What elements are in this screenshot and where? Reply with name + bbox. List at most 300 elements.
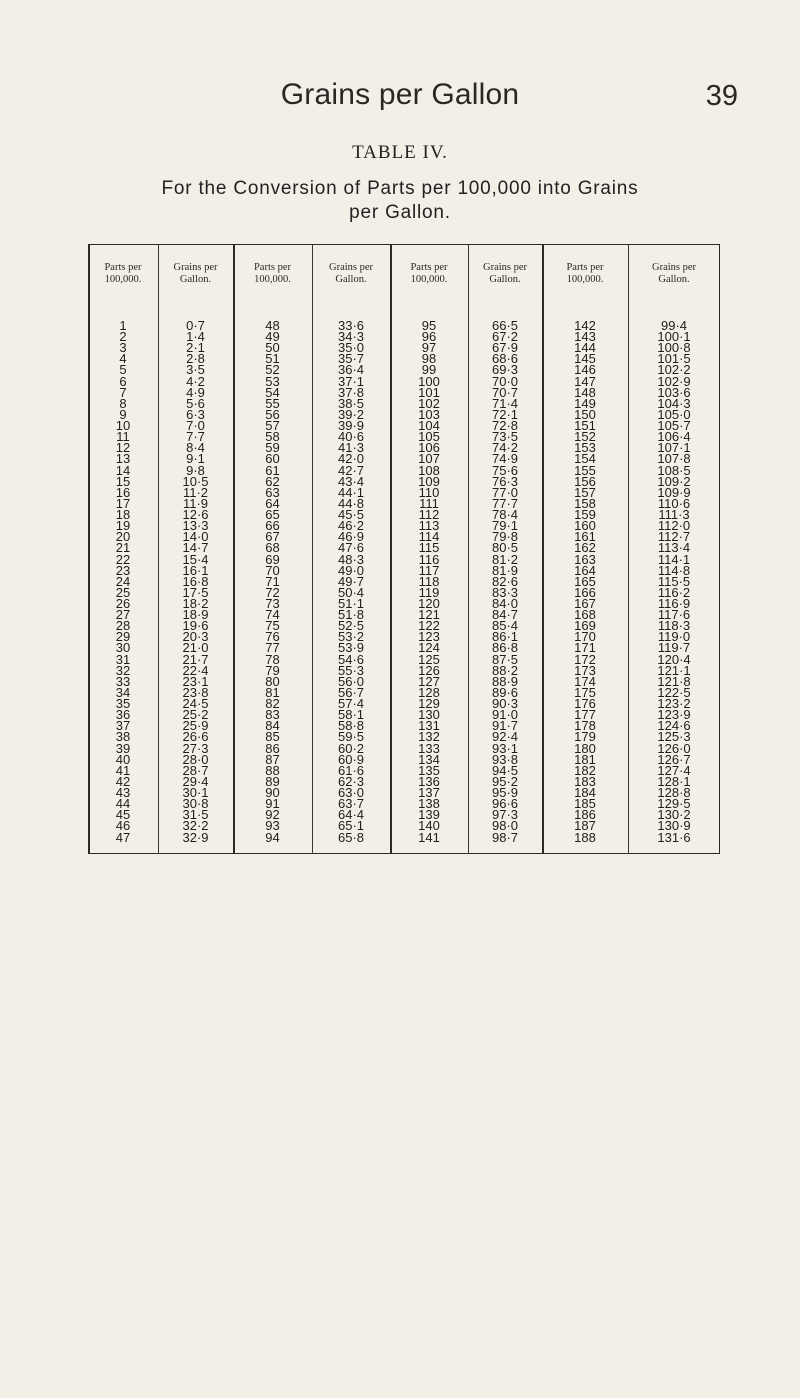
table-cell: 166 bbox=[574, 584, 596, 600]
table-cell: 77·7 bbox=[491, 495, 519, 511]
table-cell: 122·5 bbox=[657, 684, 691, 700]
table-cell: 183 bbox=[574, 773, 596, 789]
column-header-line: Parts per bbox=[253, 262, 292, 273]
table-cell: 47 bbox=[115, 829, 131, 845]
table-cell: 138 bbox=[418, 796, 440, 812]
table-cell: 178 bbox=[574, 718, 596, 734]
table-cell: 180 bbox=[574, 740, 596, 756]
table-cell: 4·9 bbox=[186, 384, 205, 400]
table-cell: 43 bbox=[115, 785, 131, 801]
table-cell: 21·0 bbox=[182, 640, 209, 656]
table-cell: 17·5 bbox=[182, 584, 209, 600]
table-cell: 18·2 bbox=[182, 596, 209, 611]
table-cell: 72·1 bbox=[491, 406, 519, 422]
table-cell: 115·5 bbox=[657, 573, 691, 589]
table-cell: 59·5 bbox=[337, 729, 365, 745]
table-cell: 77 bbox=[265, 640, 280, 656]
table-cell: 134 bbox=[418, 751, 440, 767]
table-cell: 40·6 bbox=[337, 429, 365, 445]
table-cell: 4·2 bbox=[186, 373, 205, 389]
table-cell: 100·1 bbox=[657, 329, 691, 345]
table-cell: 129 bbox=[418, 696, 440, 712]
table-cell: 48 bbox=[265, 318, 280, 333]
table-cell: 116·9 bbox=[657, 596, 691, 611]
table-cell: 187 bbox=[574, 818, 596, 834]
table-cell: 32 bbox=[115, 662, 131, 678]
table-cell: 81·2 bbox=[491, 551, 519, 567]
table-cell: 63·7 bbox=[337, 796, 365, 812]
table-cell: 99·4 bbox=[660, 318, 688, 333]
table-cell: 103·6 bbox=[657, 384, 691, 400]
table-cell: 71·4 bbox=[491, 395, 519, 411]
table-cell: 86 bbox=[265, 740, 280, 756]
table-cell: 158 bbox=[574, 495, 596, 511]
table-cell: 130 bbox=[418, 707, 440, 723]
table-cell: 31 bbox=[115, 651, 131, 667]
table-cell: 132 bbox=[418, 729, 440, 745]
table-cell: 68 bbox=[265, 540, 280, 556]
column-header bbox=[390, 262, 468, 286]
table-cell: 92·4 bbox=[491, 729, 519, 745]
table-cell: 52 bbox=[265, 362, 280, 378]
column-header bbox=[468, 262, 542, 286]
table-cell: 78 bbox=[265, 651, 280, 667]
table-cell: 11·9 bbox=[182, 495, 209, 511]
table-cell: 38 bbox=[115, 729, 131, 745]
table-cell: 31·5 bbox=[182, 807, 209, 823]
table-cell: 34 bbox=[115, 684, 131, 700]
table-cell: 88 bbox=[265, 762, 280, 778]
table-cell: 32·2 bbox=[182, 818, 209, 834]
table-cell: 128·8 bbox=[657, 785, 691, 801]
table-cell: 105·0 bbox=[657, 406, 691, 422]
table-cell: 79·1 bbox=[491, 518, 519, 534]
table-cell: 14·0 bbox=[182, 529, 209, 545]
table-cell: 152 bbox=[574, 429, 596, 445]
table-cell: 51 bbox=[265, 351, 280, 367]
table-cell: 117 bbox=[418, 562, 440, 578]
table-cell: 28·7 bbox=[182, 762, 209, 778]
column-header-line: 100,000. bbox=[254, 274, 291, 285]
table-cell: 96·6 bbox=[491, 796, 519, 812]
table-cell: 76·3 bbox=[491, 473, 519, 489]
table-cell: 17 bbox=[115, 495, 131, 511]
running-title: Grains per Gallon bbox=[280, 78, 520, 111]
column-header-line: 100,000. bbox=[566, 274, 604, 285]
table-cell: 56·7 bbox=[337, 684, 365, 700]
column-header-line: 100,000. bbox=[104, 274, 142, 285]
table-cell: 72·8 bbox=[491, 418, 519, 434]
table-cell: 121·8 bbox=[657, 673, 691, 689]
table-cell: 139 bbox=[418, 807, 440, 823]
table-cell: 8·4 bbox=[186, 440, 205, 456]
table-cell: 44·1 bbox=[337, 484, 365, 500]
column-header bbox=[628, 262, 720, 286]
table-cell: 75 bbox=[265, 618, 280, 634]
table-cell: 26 bbox=[115, 596, 131, 611]
table-cell: 15 bbox=[115, 473, 131, 489]
table-cell: 94 bbox=[265, 829, 280, 845]
table-cell: 88·2 bbox=[491, 662, 519, 678]
column-header-line: Parts per bbox=[566, 262, 604, 273]
table-cell: 85·4 bbox=[491, 618, 519, 634]
table-cell: 45 bbox=[115, 807, 131, 823]
table-cell: 93 bbox=[265, 818, 280, 834]
table-cell: 146 bbox=[574, 362, 596, 378]
table-cell: 75·6 bbox=[491, 462, 519, 478]
table-cell: 112·0 bbox=[657, 518, 691, 534]
table-cell: 167 bbox=[574, 596, 596, 611]
table-cell: 35·7 bbox=[337, 351, 365, 367]
table-cell: 109·9 bbox=[657, 484, 691, 500]
table-cell: 36·4 bbox=[337, 362, 365, 378]
table-cell: 115 bbox=[418, 540, 440, 556]
column-header-line: Gallon. bbox=[179, 274, 212, 285]
table-caption bbox=[150, 177, 650, 225]
table-cell: 25·2 bbox=[182, 707, 209, 723]
table-cell: 21·7 bbox=[182, 651, 209, 667]
table-cell: 25·9 bbox=[182, 718, 209, 734]
table-cell: 22·4 bbox=[182, 662, 209, 678]
table-cell: 98 bbox=[421, 351, 437, 367]
table-cell: 19 bbox=[115, 518, 131, 534]
table-cell: 97 bbox=[421, 340, 437, 356]
table-cell: 104·3 bbox=[657, 395, 691, 411]
column-header bbox=[542, 262, 628, 286]
table-cell: 123·9 bbox=[657, 707, 691, 723]
column-header-line: Gallon. bbox=[335, 274, 367, 285]
table-cell: 81 bbox=[265, 684, 280, 700]
table-cell: 120·4 bbox=[657, 651, 691, 667]
table-cell: 67·2 bbox=[491, 329, 519, 345]
column-header-line: Gallon. bbox=[489, 274, 521, 285]
table-cell: 9·8 bbox=[186, 462, 205, 478]
table-cell: 87·5 bbox=[491, 651, 519, 667]
table-cell: 4 bbox=[119, 351, 127, 367]
table-cell: 85 bbox=[265, 729, 280, 745]
table-cell: 155 bbox=[574, 462, 596, 478]
table-cell: 73 bbox=[265, 596, 280, 611]
table-cell: 22 bbox=[115, 551, 131, 567]
table-cell: 95·9 bbox=[491, 785, 519, 801]
table-cell: 63 bbox=[265, 484, 280, 500]
table-cell: 86·8 bbox=[491, 640, 519, 656]
table-cell: 2·8 bbox=[186, 351, 205, 367]
table-cell: 84 bbox=[265, 718, 280, 734]
table-cell: 25 bbox=[115, 584, 131, 600]
column-header-line: Grains per bbox=[482, 262, 528, 273]
table-cell: 107 bbox=[418, 451, 440, 467]
table-cell: 117·6 bbox=[657, 607, 691, 623]
table-cell: 140 bbox=[418, 818, 440, 834]
table-cell: 9 bbox=[119, 406, 127, 422]
table-cell: 12 bbox=[115, 440, 131, 456]
table-cell: 136 bbox=[418, 773, 440, 789]
table-cell: 94·5 bbox=[491, 762, 519, 778]
table-cell: 83 bbox=[265, 707, 280, 723]
table-cell: 133 bbox=[418, 740, 440, 756]
table-cell: 59 bbox=[265, 440, 280, 456]
table-cell: 67·9 bbox=[491, 340, 519, 356]
table-cell: 36 bbox=[115, 707, 131, 723]
table-cell: 107·1 bbox=[657, 440, 691, 456]
table-cell: 123 bbox=[418, 629, 440, 645]
table-cell: 24·5 bbox=[182, 696, 209, 712]
table-cell: 35·0 bbox=[337, 340, 365, 356]
table-cell: 53 bbox=[265, 373, 280, 389]
table-cell: 62 bbox=[265, 473, 280, 489]
table-cell: 130·9 bbox=[657, 818, 691, 834]
table-cell: 28 bbox=[115, 618, 131, 634]
table-cell: 23 bbox=[115, 562, 131, 578]
table-cell: 63·0 bbox=[337, 785, 365, 801]
table-cell: 43·4 bbox=[337, 473, 365, 489]
table-cell: 147 bbox=[574, 373, 596, 389]
table-cell: 81·9 bbox=[491, 562, 519, 578]
table-cell: 50 bbox=[265, 340, 280, 356]
table-cell: 161 bbox=[574, 529, 596, 545]
table-cell: 114 bbox=[418, 529, 440, 545]
table-cell: 127 bbox=[418, 673, 440, 689]
table-cell: 69 bbox=[265, 551, 280, 567]
table-cell: 82 bbox=[265, 696, 280, 712]
table-cell: 60·2 bbox=[337, 740, 365, 756]
table-cell: 184 bbox=[574, 785, 596, 801]
table-cell: 181 bbox=[574, 751, 596, 767]
table-cell: 46·9 bbox=[337, 529, 365, 545]
table-cell: 3 bbox=[119, 340, 127, 356]
column-header-line: Parts per bbox=[104, 262, 142, 273]
table-cell: 5·6 bbox=[186, 395, 205, 411]
table-cell: 70·0 bbox=[491, 373, 519, 389]
table-cell: 32·9 bbox=[182, 829, 209, 845]
table-cell: 58·8 bbox=[337, 718, 365, 734]
table-cell: 65 bbox=[265, 507, 280, 523]
table-cell: 37·1 bbox=[337, 373, 365, 389]
table-cell: 106 bbox=[418, 440, 440, 456]
table-cell: 90 bbox=[265, 785, 280, 801]
table-cell: 160 bbox=[574, 518, 596, 534]
table-cell: 72 bbox=[265, 584, 280, 600]
table-cell: 29·4 bbox=[182, 773, 209, 789]
table-cell: 97·3 bbox=[491, 807, 519, 823]
table-cell: 66·5 bbox=[491, 318, 519, 333]
table-cell: 101·5 bbox=[657, 351, 691, 367]
table-cell: 67 bbox=[265, 529, 280, 545]
table-cell: 8 bbox=[119, 395, 127, 411]
table-cell: 11·2 bbox=[182, 484, 209, 500]
table-cell: 99 bbox=[421, 362, 437, 378]
column-header-line: Grains per bbox=[173, 262, 218, 273]
table-cell: 86·1 bbox=[491, 629, 519, 645]
table-cell: 129·5 bbox=[657, 796, 691, 812]
table-cell: 62·3 bbox=[337, 773, 365, 789]
table-cell: 7·0 bbox=[186, 418, 205, 434]
table-cell: 45·5 bbox=[337, 507, 365, 523]
column-header-line: Grains per bbox=[651, 262, 697, 273]
table-cell: 173 bbox=[574, 662, 596, 678]
table-caption-line-2: per Gallon. bbox=[349, 202, 451, 223]
table-cell: 47·6 bbox=[337, 540, 365, 556]
table-cell: 34·3 bbox=[337, 329, 365, 345]
table-cell: 10 bbox=[115, 418, 131, 434]
table-cell: 102 bbox=[418, 395, 440, 411]
table-cell: 74·2 bbox=[491, 440, 519, 456]
table-cell: 90·3 bbox=[491, 696, 519, 712]
table-cell: 188 bbox=[574, 829, 596, 845]
table-cell: 52·5 bbox=[337, 618, 365, 634]
table-cell: 46·2 bbox=[337, 518, 365, 534]
table-cell: 113 bbox=[418, 518, 440, 534]
table-cell: 93·8 bbox=[491, 751, 519, 767]
table-cell: 143 bbox=[574, 329, 596, 345]
table-cell: 105·7 bbox=[657, 418, 691, 434]
table-cell: 61·6 bbox=[337, 762, 365, 778]
table-cell: 148 bbox=[574, 384, 596, 400]
table-cell: 6·3 bbox=[186, 406, 205, 422]
table-cell: 162 bbox=[574, 540, 596, 556]
table-cell: 39 bbox=[115, 740, 131, 756]
table-cell: 135 bbox=[418, 762, 440, 778]
table-cell: 185 bbox=[574, 796, 596, 812]
table-label: TABLE IV. bbox=[352, 142, 448, 163]
table-cell: 142 bbox=[574, 318, 596, 333]
table-cell: 20 bbox=[115, 529, 131, 545]
table-cell: 91·0 bbox=[491, 707, 519, 723]
table-cell: 16·1 bbox=[182, 562, 209, 578]
table-cell: 64·4 bbox=[337, 807, 365, 823]
table-cell: 119·7 bbox=[657, 640, 691, 656]
table-cell: 55 bbox=[265, 395, 280, 411]
table-cell: 38·5 bbox=[337, 395, 365, 411]
table-cell: 169 bbox=[574, 618, 596, 634]
table-cell: 48·3 bbox=[337, 551, 365, 567]
table-cell: 76 bbox=[265, 629, 280, 645]
table-cell: 179 bbox=[574, 729, 596, 745]
table-cell: 26·6 bbox=[182, 729, 209, 745]
table-cell: 79·8 bbox=[491, 529, 519, 545]
table-cell: 170 bbox=[574, 629, 596, 645]
table-cell: 44·8 bbox=[337, 495, 365, 511]
table-cell: 7·7 bbox=[186, 429, 205, 445]
table-cell: 58 bbox=[265, 429, 280, 445]
table-cell: 111·3 bbox=[658, 507, 690, 523]
table-cell: 64 bbox=[265, 495, 280, 511]
table-cell: 3·5 bbox=[186, 362, 205, 378]
table-cell: 24 bbox=[115, 573, 131, 589]
table-cell: 53·9 bbox=[337, 640, 365, 656]
table-cell: 66 bbox=[265, 518, 280, 534]
table-cell: 175 bbox=[574, 684, 596, 700]
table-cell: 88·9 bbox=[491, 673, 519, 689]
table-cell: 41 bbox=[115, 762, 131, 778]
table-cell: 16 bbox=[115, 484, 131, 500]
table-cell: 20·3 bbox=[182, 629, 209, 645]
table-cell: 18·9 bbox=[182, 607, 209, 623]
table-cell: 61 bbox=[265, 462, 280, 478]
table-cell: 40 bbox=[115, 751, 131, 767]
table-cell: 10·5 bbox=[182, 473, 209, 489]
table-cell: 107·8 bbox=[657, 451, 691, 467]
table-cell: 126 bbox=[418, 662, 440, 678]
table-cell: 70·7 bbox=[491, 384, 519, 400]
table-cell: 150 bbox=[574, 406, 596, 422]
table-cell: 19·6 bbox=[182, 618, 209, 634]
table-cell: 91 bbox=[265, 796, 280, 812]
table-cell: 56 bbox=[265, 406, 280, 422]
table-cell: 98·7 bbox=[491, 829, 519, 845]
table-cell: 109·2 bbox=[657, 473, 691, 489]
table-cell: 113·4 bbox=[657, 540, 691, 556]
table-cell: 39·9 bbox=[337, 418, 365, 434]
page-number: 39 bbox=[705, 80, 738, 112]
table-cell: 118·3 bbox=[657, 618, 691, 634]
table-cell: 1·4 bbox=[186, 329, 205, 345]
column-header-line: Gallon. bbox=[658, 274, 690, 285]
table-cell: 118 bbox=[418, 573, 440, 589]
table-cell: 14·7 bbox=[182, 540, 209, 556]
table-cell: 102·9 bbox=[657, 373, 691, 389]
table-cell: 27 bbox=[115, 607, 131, 623]
table-cell: 60·9 bbox=[337, 751, 365, 767]
table-cell: 95 bbox=[421, 318, 437, 333]
table-cell: 69·3 bbox=[491, 362, 519, 378]
table-cell: 104 bbox=[418, 418, 440, 434]
table-cell: 16·8 bbox=[182, 573, 209, 589]
table-cell: 128 bbox=[418, 684, 440, 700]
table-cell: 65·8 bbox=[337, 829, 365, 845]
table-cell: 55·3 bbox=[337, 662, 365, 678]
table-cell: 30 bbox=[115, 640, 131, 656]
table-cell: 2·1 bbox=[186, 340, 205, 356]
table-cell: 137 bbox=[418, 785, 440, 801]
table-cell: 119 bbox=[418, 584, 440, 600]
table-cell: 35 bbox=[115, 696, 131, 712]
table-cell: 0·7 bbox=[186, 318, 205, 333]
table-cell: 110·6 bbox=[657, 495, 691, 511]
table-cell: 125·3 bbox=[657, 729, 691, 745]
table-cell: 23·8 bbox=[182, 684, 209, 700]
table-cell: 154 bbox=[574, 451, 596, 467]
table-cell: 57·4 bbox=[337, 696, 365, 712]
table-cell: 39·2 bbox=[337, 406, 365, 422]
table-cell: 54 bbox=[265, 384, 280, 400]
table-cell: 68·6 bbox=[491, 351, 519, 367]
table-cell: 114·1 bbox=[657, 551, 691, 567]
table-cell: 111 bbox=[419, 495, 439, 511]
table-cell: 28·0 bbox=[182, 751, 209, 767]
table-cell: 30·1 bbox=[182, 785, 209, 801]
table-cell: 128·1 bbox=[657, 773, 691, 789]
column-header-line: Parts per bbox=[410, 262, 448, 273]
table-cell: 102·2 bbox=[657, 362, 691, 378]
table-cell: 145 bbox=[574, 351, 596, 367]
table-cell: 37 bbox=[115, 718, 131, 734]
table-cell: 27·3 bbox=[182, 740, 209, 756]
table-cell: 172 bbox=[574, 651, 596, 667]
table-cell: 149 bbox=[574, 395, 596, 411]
table-cell: 106·4 bbox=[657, 429, 691, 445]
table-cell: 123·2 bbox=[657, 696, 691, 712]
table-cell: 156 bbox=[574, 473, 596, 489]
table-cell: 2 bbox=[119, 329, 127, 345]
table-cell: 91·7 bbox=[491, 718, 519, 734]
table-cell: 57 bbox=[265, 418, 280, 434]
table-cell: 83·3 bbox=[491, 584, 519, 600]
table-cell: 116 bbox=[418, 551, 440, 567]
table-cell: 112 bbox=[418, 507, 440, 523]
table-cell: 131 bbox=[418, 718, 440, 734]
